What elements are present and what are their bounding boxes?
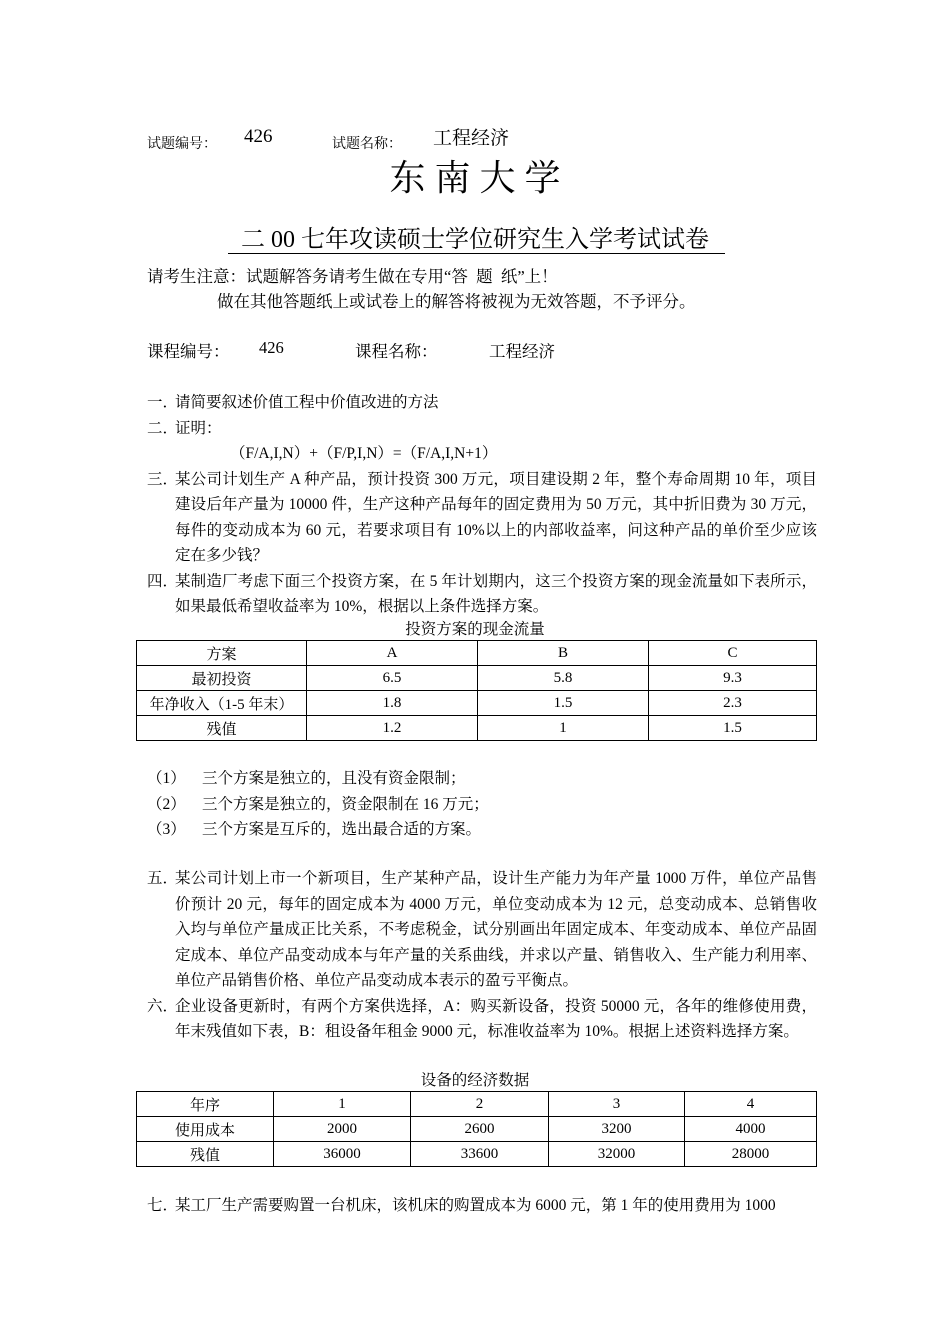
table-cell: B xyxy=(478,641,649,666)
sub-number: （1） xyxy=(147,770,186,787)
table-cell: 36000 xyxy=(274,1142,411,1167)
table-cell: 1.5 xyxy=(478,691,649,716)
formula: （F/A,I,N）+（F/P,I,N）=（F/A,I,N+1） xyxy=(230,445,498,462)
q-text: 某公司计划上市一个新项目，生产某种产品，设计生产能力为年产量 1000 万件，单位产品售价预计 20 元，每年的固定成本为 4000 万元，单位变动成本为 12 元，总变动成本、总销售收入均与单位产量成正比关系，不考虑税金，试分别画出年固定成本、年变动成本、单位产品固定成本、单位产品变动成本与年产量的关系曲线，并求以产量、销售收入、生产能力利用率、单位产品销售价格、单位产品变动成本表示的盈亏平衡点。 xyxy=(175,870,817,989)
question-7 xyxy=(147,1193,817,1219)
university-name: 东 南 大 学 xyxy=(389,158,561,198)
table-row xyxy=(137,716,817,741)
table-cell: 2.3 xyxy=(649,691,817,716)
sub-text: 三个方案是独立的，且没有资金限制； xyxy=(202,770,466,787)
sub-text: 三个方案是互斥的，选出最合适的方案。 xyxy=(202,821,482,838)
q-text: 企业设备更新时，有两个方案供选择，A：购买新设备，投资 50000 元，各年的维修使用费，年末残值如下表，B：租设备年租金 9000 元，标准收益率为 10%。根据上述资料选择方案。 xyxy=(175,997,817,1040)
table-cell: 年序 xyxy=(137,1092,274,1117)
table-cell: 28000 xyxy=(685,1142,817,1167)
question-1 xyxy=(147,390,817,620)
sub-number: （2） xyxy=(147,795,186,813)
code-label: 试题编号： xyxy=(147,137,217,152)
exam-name: 工程经济 xyxy=(433,128,510,149)
table-cell: 方案 xyxy=(137,641,307,666)
table-cell: 1.2 xyxy=(307,716,478,741)
q-text: 某公司计划生产 A 种产品，预计投资 300 万元，项目建设期 2 年，整个寿命周期 10 年，项目建设后年产量为 10000 件，生产这种产品每年的固定费用为 50 万元，其中折旧费为 30 万元，每件的变动成本为 60 元，若要求项目有 10%以上的内部收益率，问这种产品的单价至少应该定在多少钱？ xyxy=(175,470,817,564)
table-header-row xyxy=(137,641,817,666)
q-number: 一． xyxy=(147,394,179,411)
table1-caption: 投资方案的现金流量 xyxy=(405,621,545,638)
q-text: 某工厂生产需要购置一台机床，该机床的购置成本为 6000 元，第 1 年的使用费用为 1000 xyxy=(175,1197,776,1214)
table-cell: 1.8 xyxy=(307,691,478,716)
question-4-subitems xyxy=(147,766,817,843)
notice-line2: 做在其他答题纸上或试卷上的解答将被视为无效答题，不予评分。 xyxy=(217,292,696,311)
title-underline xyxy=(228,253,725,254)
table-cell: 1 xyxy=(478,716,649,741)
q-number: 四． xyxy=(147,572,179,590)
q-number: 三． xyxy=(147,470,179,488)
table-header-row xyxy=(137,1092,817,1117)
course-name: 工程经济 xyxy=(489,342,555,361)
q-text: 请简要叙述价值工程中价值改进的方法 xyxy=(175,394,439,411)
table-cell: 1.5 xyxy=(649,716,817,741)
course-code: 426 xyxy=(259,338,284,357)
table-cell: 使用成本 xyxy=(137,1117,274,1142)
question-5-6 xyxy=(147,866,817,1045)
table-cell: 4 xyxy=(685,1092,817,1117)
table-cell: C xyxy=(649,641,817,666)
q-number: 二． xyxy=(147,419,179,437)
table-cell: 最初投资 xyxy=(137,666,307,691)
table-cell: 32000 xyxy=(549,1142,685,1167)
table-cell: 1 xyxy=(274,1092,411,1117)
table-cell: 残值 xyxy=(137,1142,274,1167)
q-number: 六． xyxy=(147,997,179,1015)
table-cell: 5.8 xyxy=(478,666,649,691)
table-cell: 3 xyxy=(549,1092,685,1117)
table-cell: 3200 xyxy=(549,1117,685,1142)
q-text: 证明： xyxy=(175,419,222,437)
table-cell: 9.3 xyxy=(649,666,817,691)
course-code-label: 课程编号： xyxy=(147,342,230,361)
sub-number: （3） xyxy=(147,821,186,838)
name-label: 试题名称： xyxy=(332,137,402,152)
table-cell: 2600 xyxy=(411,1117,549,1142)
table-row xyxy=(137,1142,817,1167)
q-number: 七． xyxy=(147,1197,179,1214)
exam-code: 426 xyxy=(244,126,273,147)
table-cell: 2000 xyxy=(274,1117,411,1142)
sub-text: 三个方案是独立的，资金限制在 16 万元； xyxy=(202,795,489,813)
q-number: 五． xyxy=(147,870,179,887)
table-row xyxy=(137,691,817,716)
table-cell: 6.5 xyxy=(307,666,478,691)
table2-caption: 设备的经济数据 xyxy=(420,1072,530,1089)
table-row xyxy=(137,1117,817,1142)
q-text: 某制造厂考虑下面三个投资方案，在 5 年计划期内，这三个投资方案的现金流量如下表所示，如果最低希望收益率为 10%，根据以上条件选择方案。 xyxy=(175,572,817,615)
cashflow-table xyxy=(136,640,817,741)
table-cell: 4000 xyxy=(685,1117,817,1142)
table-cell: 2 xyxy=(411,1092,549,1117)
table-row xyxy=(137,666,817,691)
equipment-table xyxy=(136,1091,817,1167)
exam-title: 二 00 七年攻读硕士学位研究生入学考试试卷 xyxy=(241,227,709,253)
table-cell: A xyxy=(307,641,478,666)
table-cell: 残值 xyxy=(137,716,307,741)
notice-line1: 请考生注意：试题解答务请考生做在专用“答 题 纸”上！ xyxy=(147,267,558,286)
table-cell: 33600 xyxy=(411,1142,549,1167)
table-cell: 年净收入（1-5 年末） xyxy=(137,691,307,716)
course-name-label: 课程名称： xyxy=(355,342,438,361)
